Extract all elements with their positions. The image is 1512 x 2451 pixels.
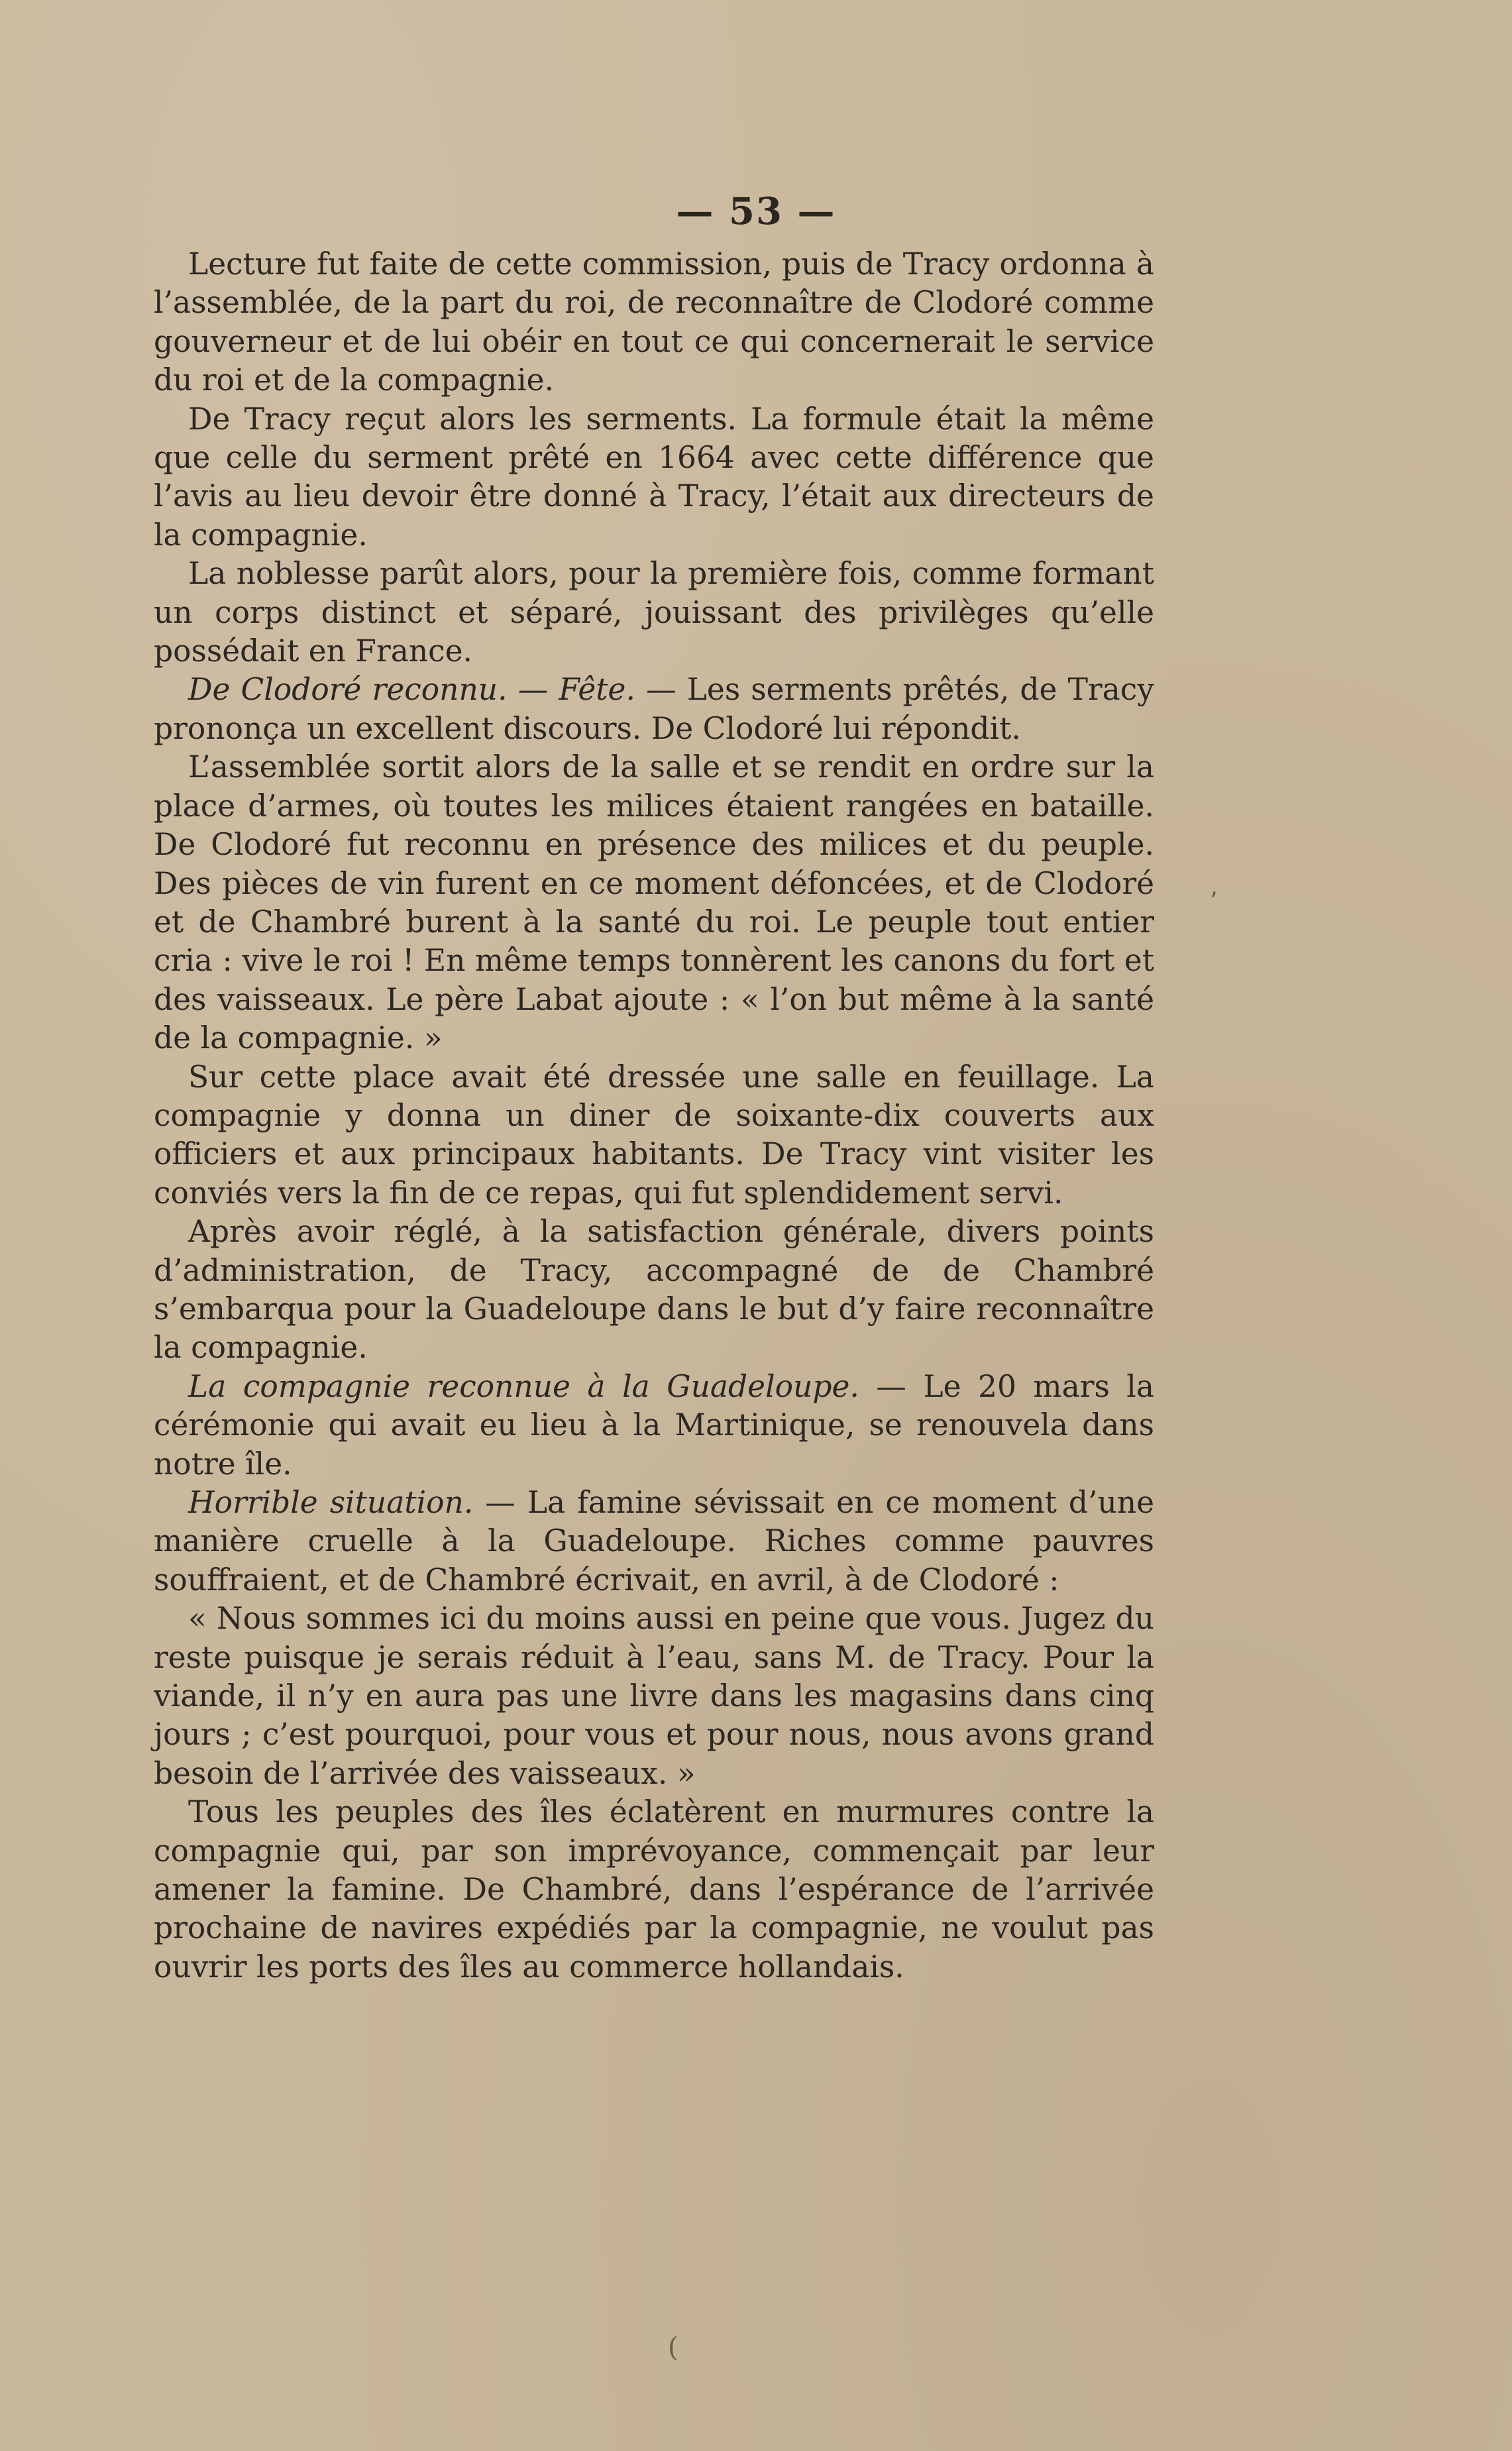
page-number: — 53 — [676, 190, 836, 233]
paragraph [154, 1058, 1154, 1213]
paragraph [154, 748, 1154, 1058]
paragraph [154, 555, 1154, 671]
paragraph [154, 1213, 1154, 1368]
section-heading: La compagnie reconnue à la Guadeloupe. [188, 1368, 859, 1404]
paragraph-text: La noblesse parût alors, pour la première fois, comme formant un corps distinct et séparé, jouissant des privilèges qu’elle possédait en France. [154, 556, 1154, 669]
paragraph-text: De Tracy reçut alors les serments. La formule était la même que celle du serment prêté en 1664 avec cette différence que l’avis au lieu devoir être donné à Tracy, l’était aux directeurs de la compagnie. [154, 401, 1154, 553]
paragraph-text: Sur cette place avait été dressée une salle en feuillage. La compagnie y donna un diner de soixante-dix couverts aux officiers et aux principaux habitants. De Tracy vint visiter les conviés vers la fin de ce repas, qui fut splendidement servi. [154, 1059, 1154, 1211]
paragraph-text: Lecture fut faite de cette commission, puis de Tracy ordonna à l’assemblée, de la part du roi, de reconnaître de Clodoré comme gouverneur et de lui obéir en tout ce qui concernerait le service du roi et de la compagnie. [154, 246, 1154, 398]
paragraph-text: — Les serments prêtés, de Tracy prononça un excellent discours. De Clodoré lui répondit. [154, 672, 1154, 746]
paragraph [154, 1484, 1154, 1600]
paragraph-text: Tous les peuples des îles éclatèrent en murmures contre la compagnie qui, par son imprévoyance, commençait par leur amener la famine. De Chambré, dans l’espérance de l’arrivée prochaine de navires expédiés par la compagnie, ne voulut pas ouvrir les ports des îles au commerce hollandais. [154, 1794, 1154, 1985]
paragraph [154, 671, 1154, 748]
paragraph [154, 1793, 1154, 1987]
paragraph-text: — Le 20 mars la cérémonie qui avait eu lieu à la Martinique, se renouvela dans notre île. [154, 1368, 1154, 1482]
paragraph-text: Après avoir réglé, à la satisfaction générale, divers points d’administration, de Tracy, accompagné de de Chambré s’embarqua pour la Guadeloupe dans le but d’y faire reconnaître la compagnie. [154, 1214, 1154, 1366]
paragraph-text: L’assemblée sortit alors de la salle et se rendit en ordre sur la place d’armes, où toutes les milices étaient rangées en bataille. De Clodoré fut reconnu en présence des milices et du peuple. Des pièces de vin furent en ce moment défoncées, et de Clodoré et de Chambré burent à la santé du roi. Le peuple tout entier cria : vive le roi ! En même temps tonnèrent les canons du fort et des vaisseaux. Le père Labat ajoute : « l’on but même à la santé de la compagnie. » [154, 749, 1154, 1056]
paragraph [154, 245, 1154, 400]
paragraph-text: « Nous sommes ici du moins aussi en peine que vous. Jugez du reste puisque je serais réduit à l’eau, sans M. de Tracy. Pour la viande, il n’y en aura pas une livre dans les magasins dans cinq jours ; c’est pourquoi, pour vous et pour nous, nous avons grand besoin de l’arrivée des vaisseaux. » [154, 1601, 1154, 1791]
paragraph [154, 400, 1154, 555]
margin-mark: ’ [1210, 888, 1218, 915]
paragraph [154, 1368, 1154, 1484]
section-heading: De Clodoré reconnu. — Fête. [188, 672, 635, 708]
paragraph [154, 1600, 1154, 1793]
body-text [154, 245, 1154, 1987]
section-heading: Horrible situation. [188, 1485, 474, 1520]
bottom-mark: ( [668, 2332, 678, 2363]
paragraph-text: — La famine sévissait en ce moment d’une manière cruelle à la Guadeloupe. Riches comme pauvres souffraient, et de Chambré écrivait, en avril, à de Clodoré : [154, 1485, 1154, 1598]
